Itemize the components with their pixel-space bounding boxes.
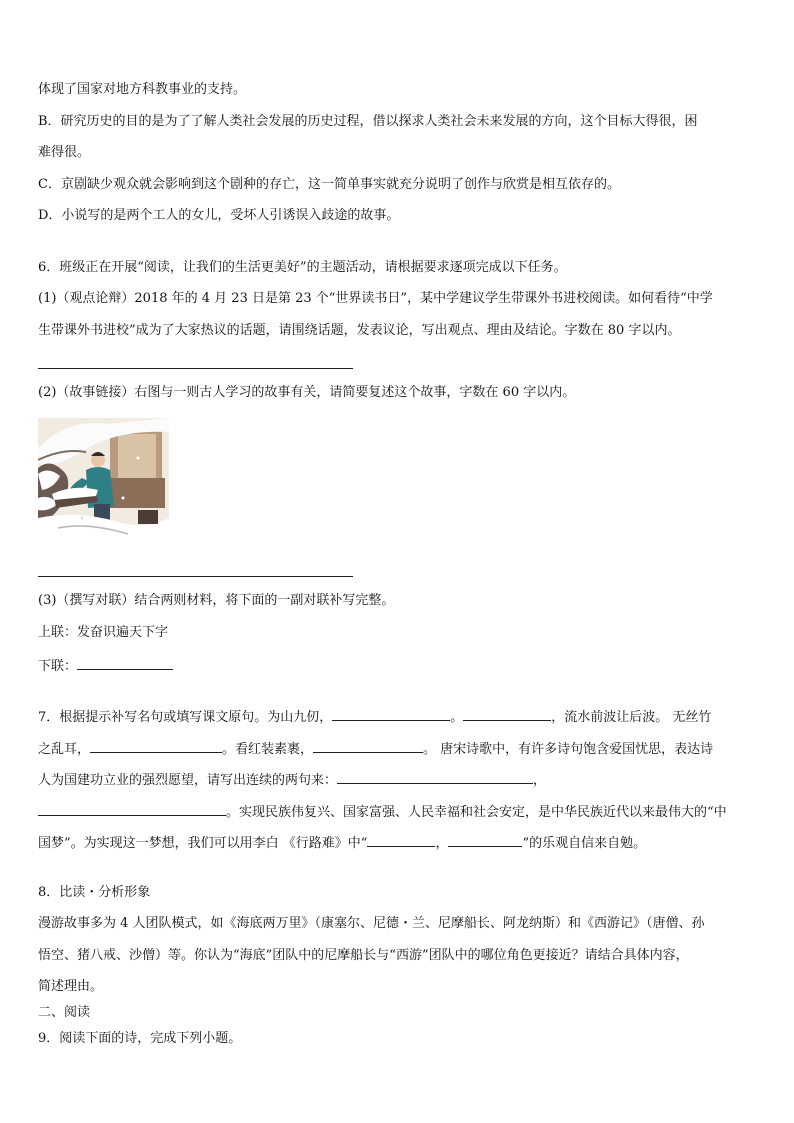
q6-stem: 6．班级正在开展“阅读，让我们的生活更美好”的主题活动，请根据要求逐项完成以下任务。 bbox=[38, 260, 567, 275]
q7-blank-2[interactable] bbox=[463, 706, 551, 721]
q6-part2-answer-line[interactable] bbox=[38, 576, 353, 577]
q7-line1 bbox=[38, 706, 711, 727]
couplet-lower-blank[interactable] bbox=[77, 655, 173, 670]
q7-text: 人为国建功立业的强烈愿望，请写出连续的两句来： bbox=[38, 773, 338, 788]
q7-text: 之乱耳， bbox=[38, 742, 91, 757]
q7-line5 bbox=[38, 832, 646, 853]
q9-stem: 9．阅读下面的诗，完成下列小题。 bbox=[38, 1031, 242, 1046]
q5-option-b-line1: B．研究历史的目的是为了了解人类社会发展的历史过程，借以探求人类社会未来发展的方向，这个目标大得很，困 bbox=[38, 114, 698, 129]
q7-text: 。 bbox=[450, 710, 464, 725]
story-illustration bbox=[38, 418, 169, 545]
q7-text: 7．根据提示补写名句或填写课文原句。为山九仞， bbox=[38, 710, 333, 725]
q6-part1-answer-line[interactable] bbox=[38, 368, 353, 369]
couplet-lower-label: 下联： bbox=[38, 659, 78, 674]
q7-text: ”的乐观自信来自勉。 bbox=[522, 836, 647, 851]
q6-part1-line2: 生带课外书进校”成为了大家热议的话题，请围绕话题，发表议论，写出观点、理由及结论。字数在 80 字以内。 bbox=[38, 323, 681, 338]
q5-option-a-tail: 体现了国家对地方科教事业的支持。 bbox=[38, 82, 247, 97]
q7-text: ，流水前波让后波。 无丝竹 bbox=[551, 710, 712, 725]
q7-blank-7[interactable] bbox=[367, 832, 435, 847]
q5-option-c: C．京剧缺少观众就会影响到这个剧种的存亡，这一简单事实就充分说明了创作与欣赏是相互依存的。 bbox=[38, 177, 620, 192]
q8-line2: 悟空、猪八戒、沙僧）等。你认为“海底”团队中的尼摩船长与“西游”团队中的哪位角色更接近？请结合具体内容， bbox=[38, 948, 689, 963]
couplet-upper: 上联：发奋识遍天下字 bbox=[38, 625, 169, 640]
q7-text: 。看红装素裹， bbox=[222, 742, 314, 757]
q6-part2: (2)（故事链接）右图与一则古人学习的故事有关，请简要复述这个故事，字数在 60 字以内。 bbox=[38, 385, 576, 400]
q7-text: 。 唐宋诗歌中，有许多诗句饱含爱国忧思，表达诗 bbox=[423, 742, 714, 757]
couplet-lower bbox=[38, 655, 173, 676]
q7-blank-8[interactable] bbox=[448, 832, 522, 847]
q7-line3 bbox=[38, 769, 546, 790]
q7-text: 。实现民族伟复兴、国家富强、人民幸福和社会安定，是中华民族近代以来最伟大的“中 bbox=[226, 805, 727, 820]
q7-text: 国梦”。为实现这一梦想，我们可以用李白 《行路难》中“ bbox=[38, 836, 368, 851]
q5-option-d: D．小说写的是两个工人的女儿，受坏人引诱误入歧途的故事。 bbox=[38, 208, 400, 223]
q7-blank-6[interactable] bbox=[38, 801, 226, 816]
q6-part1-line1: (1)（观点论辩）2018 年的 4 月 23 日是第 23 个“世界读书日”，某中学建议学生带课外书进校阅读。如何看待“中学 bbox=[38, 291, 713, 306]
section-heading: 二、阅读 bbox=[38, 1005, 91, 1020]
q8-line1: 漫游故事多为 4 人团队模式，如《海底两万里》（康塞尔、尼德・兰、尼摩船长、阿龙纳斯）和《西游记》（唐僧、孙 bbox=[38, 916, 705, 931]
q7-blank-4[interactable] bbox=[313, 738, 423, 753]
q7-line2 bbox=[38, 738, 713, 759]
q5-option-b-line2: 难得很。 bbox=[38, 145, 91, 160]
q8-title: 8．比读・分析形象 bbox=[38, 885, 151, 900]
q6-part3: (3)（撰写对联）结合两则材料，将下面的一副对联补写完整。 bbox=[38, 593, 395, 608]
q7-line4 bbox=[38, 801, 727, 822]
q7-text: ， bbox=[533, 773, 547, 788]
q8-line3: 简述理由。 bbox=[38, 979, 104, 994]
q7-text: ， bbox=[435, 836, 449, 851]
q7-blank-3[interactable] bbox=[90, 738, 222, 753]
q7-blank-1[interactable] bbox=[332, 706, 450, 721]
q7-blank-5[interactable] bbox=[337, 769, 533, 784]
